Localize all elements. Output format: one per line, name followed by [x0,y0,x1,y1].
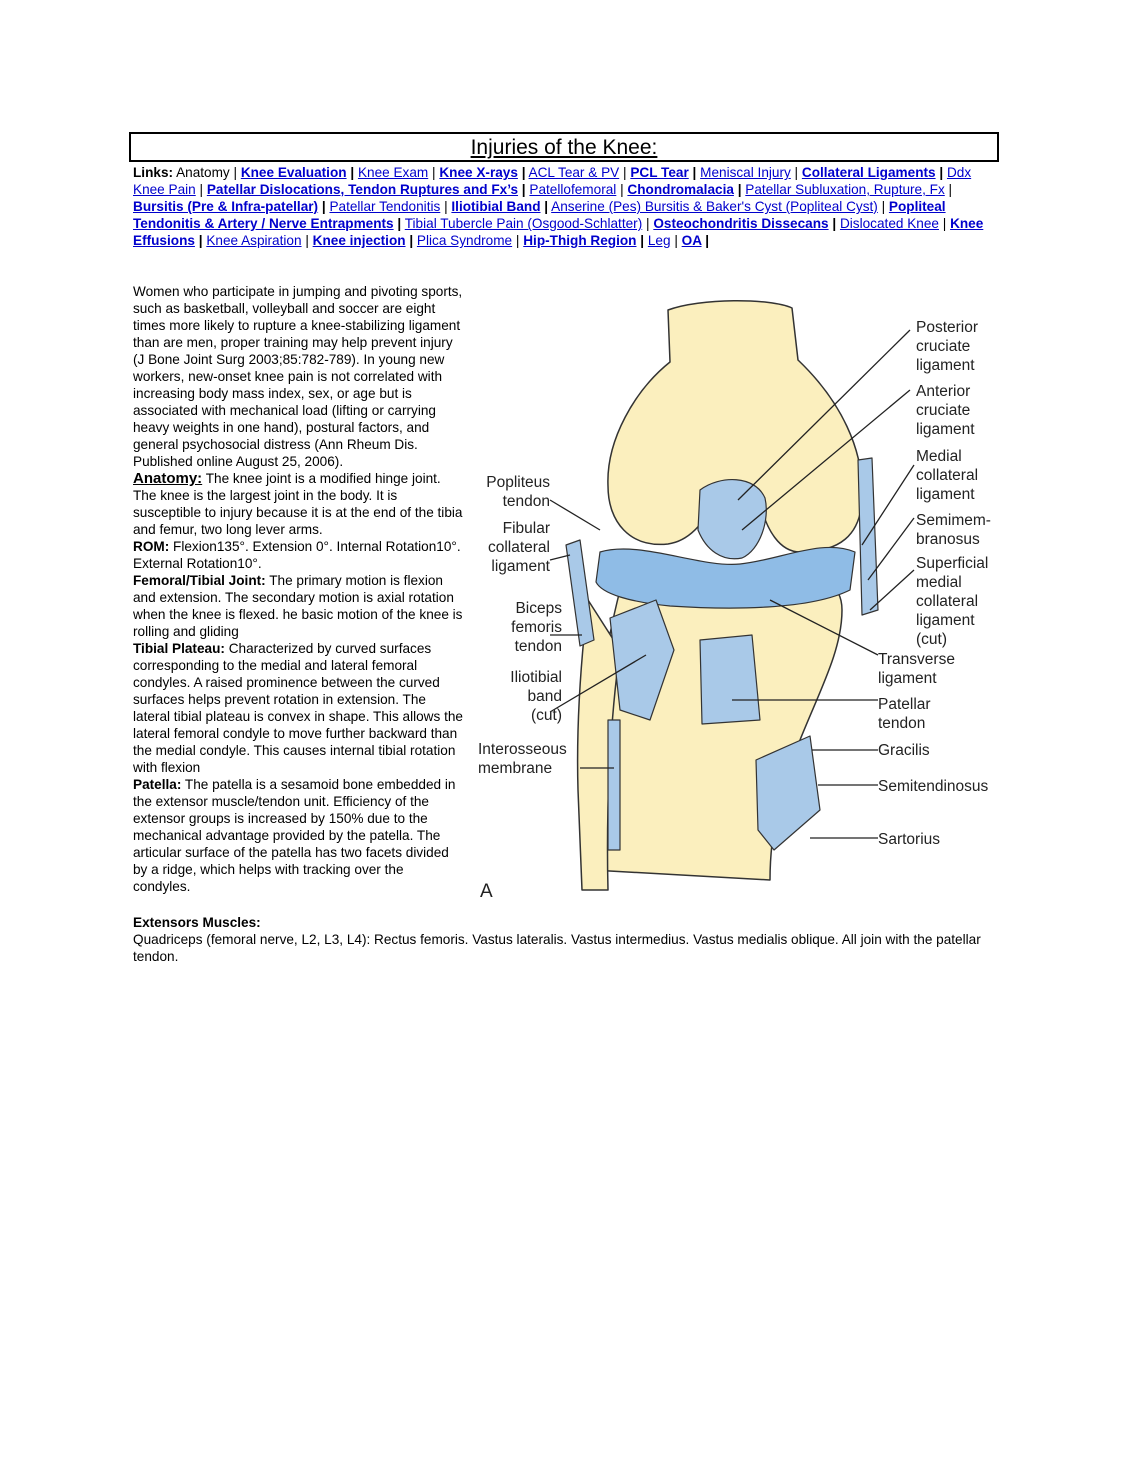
link-plica-syndrome[interactable]: Plica Syndrome [416,233,513,248]
patella-text: The patella is a sesamoid bone embedded in the extensor muscle/tendon unit. Efficiency of the extensor groups is increased by 150% due to the mechanical advantage provided by the patella. The articular surface of the patella has two facets divided by a ridge, which helps with tracking over the condyles. [133,777,456,894]
link-anatomy: Anatomy [176,165,230,180]
link-pcl-tear[interactable]: PCL Tear [630,165,689,180]
link-knee-effusions[interactable]: Knee Effusions [133,216,984,248]
link-knee-exam[interactable]: Knee Exam [357,165,429,180]
figure-label-iliotibial-band-cut: Iliotibial band (cut) [510,669,562,724]
figure-label-transverse-ligament: Transverse ligament [878,651,955,687]
cruciate-ligaments [698,480,766,559]
figure-label-interosseous-membrane: Interosseous membrane [478,741,567,777]
link-meniscal-injury[interactable]: Meniscal Injury [700,165,791,180]
link-patellofemoral[interactable]: Patellofemoral [529,182,617,197]
link-patellar-tendonitis[interactable]: Patellar Tendonitis [329,199,441,214]
figure-label-sartorius: Sartorius [878,831,941,848]
link-tibial-tubercle-pain-osgood-schlatter[interactable]: Tibial Tubercle Pain (Osgood-Schlatter) [404,216,643,231]
plateau-text: Characterized by curved surfaces corresponding to the medial and lateral femoral condyles. A raised prominence between the curved surfaces helps prevent rotation in extension. The lateral tibial plateau is convex in shape. This allows the lateral femoral condyle to move further backward than the medial condyle. This causes internal tibial rotation with flexion [133,641,463,775]
link-separator: | [616,182,624,197]
figure-label-fibular-collateral-ligament: Fibular collateral ligament [487,520,550,575]
link-separator: | [828,216,837,231]
figure-label-semitendinosus: Semitendinosus [878,778,989,795]
rom-paragraph [133,538,463,572]
link-separator: | [346,165,355,180]
link-separator: | [518,182,526,197]
link-iliotibial-band[interactable]: Iliotibial Band [451,199,541,214]
femoral-label: Femoral/Tibial Joint: [133,573,266,588]
link-separator: | [877,199,886,214]
link-separator: | [318,199,326,214]
extensors-section [133,914,1003,965]
figure-label-biceps-femoris-tendon: Biceps femoris tendon [511,600,562,655]
link-hip-thigh-region[interactable]: Hip-Thigh Region [523,233,637,248]
link-knee-evaluation[interactable]: Knee Evaluation [240,165,347,180]
figure-label-semimem-branosus: Semimem- branosus [916,512,991,548]
link-separator: | [790,165,799,180]
link-separator: | [512,233,520,248]
link-separator: | [701,233,710,248]
link-separator: | [733,182,742,197]
link-separator: | [688,165,697,180]
link-separator: | [935,165,944,180]
link-separator: | [944,182,953,197]
page-title: Injuries of the Knee: [470,136,658,159]
link-ddx-knee-pain[interactable]: Ddx Knee Pain [133,165,972,197]
link-patellar-subluxation-rupture-fx[interactable]: Patellar Subluxation, Rupture, Fx [745,182,945,197]
link-separator: | [540,199,549,214]
patella-paragraph [133,776,463,895]
link-separator: | [229,165,238,180]
link-osteochondritis-dissecans[interactable]: Osteochondritis Dissecans [653,216,829,231]
rom-label: ROM: [133,539,170,554]
figure-label-posterior-cruciate-ligament: Posterior cruciate ligament [916,319,979,374]
femoral-text: The primary motion is flexion and extension. The secondary motion is axial rotation when the knee is flexed. he basic motion of the knee is rolling and gliding [133,573,463,639]
plateau-paragraph [133,640,463,776]
rom-text: Flexion135°. Extension 0°. Internal Rotation10°. External Rotation10°. [133,539,461,571]
link-separator: | [428,165,436,180]
links-label: Links: [133,165,174,180]
femoral-paragraph [133,572,463,640]
link-separator: | [195,182,204,197]
patella-label: Patella: [133,777,182,792]
extensors-text: Quadriceps (femoral nerve, L2, L3, L4): Rectus femoris. Vastus lateralis. Vastus intermedius. Vastus medialis oblique. All join with the patellar tendon. [133,932,981,964]
link-knee-x-rays[interactable]: Knee X-rays [439,165,518,180]
plateau-label: Tibial Plateau: [133,641,225,656]
left-text-column [133,283,463,895]
anatomy-heading: Anatomy: [133,470,203,487]
figure-letter: A [480,881,493,902]
fibular-collateral-ligament [566,540,594,646]
link-separator: | [393,216,402,231]
figure-label-superficial-medial-collateral-ligament-cut: Superficial medial collateral ligament (cut) [916,555,989,648]
link-separator: | [636,233,645,248]
figure-label-medial-collateral-ligament: Medial collateral ligament [916,448,979,503]
link-chondromalacia[interactable]: Chondromalacia [627,182,734,197]
link-patellar-dislocations-tendon-ruptures-and-fx-s[interactable]: Patellar Dislocations, Tendon Ruptures and Fx’s [206,182,519,197]
link-anserine-pes-bursitis-baker-s-cyst-popliteal-cyst[interactable]: Anserine (Pes) Bursitis & Baker's Cyst (Popliteal Cyst) [551,199,878,214]
intro-paragraph: Women who participate in jumping and pivoting sports, such as basketball, volleyball and soccer are eight times more likely to rupture a knee-stabilizing ligament than are men, proper training may help prevent injury (J Bone Joint Surg 2003;85:782-789). In young new workers, new-onset knee pain is not correlated with increasing body mass index, sex, or age but is associated with mechanical load (lifting or carrying heavy weights in one hand), postural factors, and general psychosocial distress (Ann Rheum Dis. Published online August 25, 2006). [133,284,463,469]
link-oa[interactable]: OA [681,233,702,248]
links-list [133,165,983,248]
link-dislocated-knee[interactable]: Dislocated Knee [839,216,939,231]
link-separator: | [301,233,309,248]
figure-label-anterior-cruciate-ligament: Anterior cruciate ligament [916,383,975,438]
link-leg[interactable]: Leg [647,233,671,248]
link-collateral-ligaments[interactable]: Collateral Ligaments [801,165,936,180]
interosseous-membrane [608,720,620,850]
patellar-tendon [700,635,760,724]
link-popliteal-tendonitis-artery-nerve-entrapments[interactable]: Popliteal Tendonitis & Artery / Nerve Entrapments [133,199,946,231]
link-bursitis-pre-infra-patellar[interactable]: Bursitis (Pre & Infra-patellar) [133,199,319,214]
link-separator: | [440,199,448,214]
link-separator: | [517,165,526,180]
link-knee-injection[interactable]: Knee injection [312,233,406,248]
figure-label-gracilis: Gracilis [878,742,930,759]
link-separator: | [642,216,650,231]
link-separator: | [670,233,678,248]
anatomy-paragraph [133,470,463,538]
figure-label-patellar-tendon: Patellar tendon [878,696,931,732]
link-separator: | [619,165,627,180]
link-separator: | [405,233,414,248]
extensors-label: Extensors Muscles: [133,915,261,930]
link-separator: | [938,216,947,231]
link-separator: | [194,233,203,248]
link-acl-tear-pv[interactable]: ACL Tear & PV [528,165,620,180]
anatomy-text: The knee joint is a modified hinge joint. The knee is the largest joint in the body. It is susceptible to injury because it is at the end of the tibia and femur, two long lever arms. [133,471,463,537]
knee-anatomy-figure [470,290,1010,910]
figure-label-popliteus-tendon: Popliteus tendon [486,474,550,510]
link-knee-aspiration[interactable]: Knee Aspiration [206,233,302,248]
page-title-box [129,132,999,162]
links-bar [133,164,1001,249]
